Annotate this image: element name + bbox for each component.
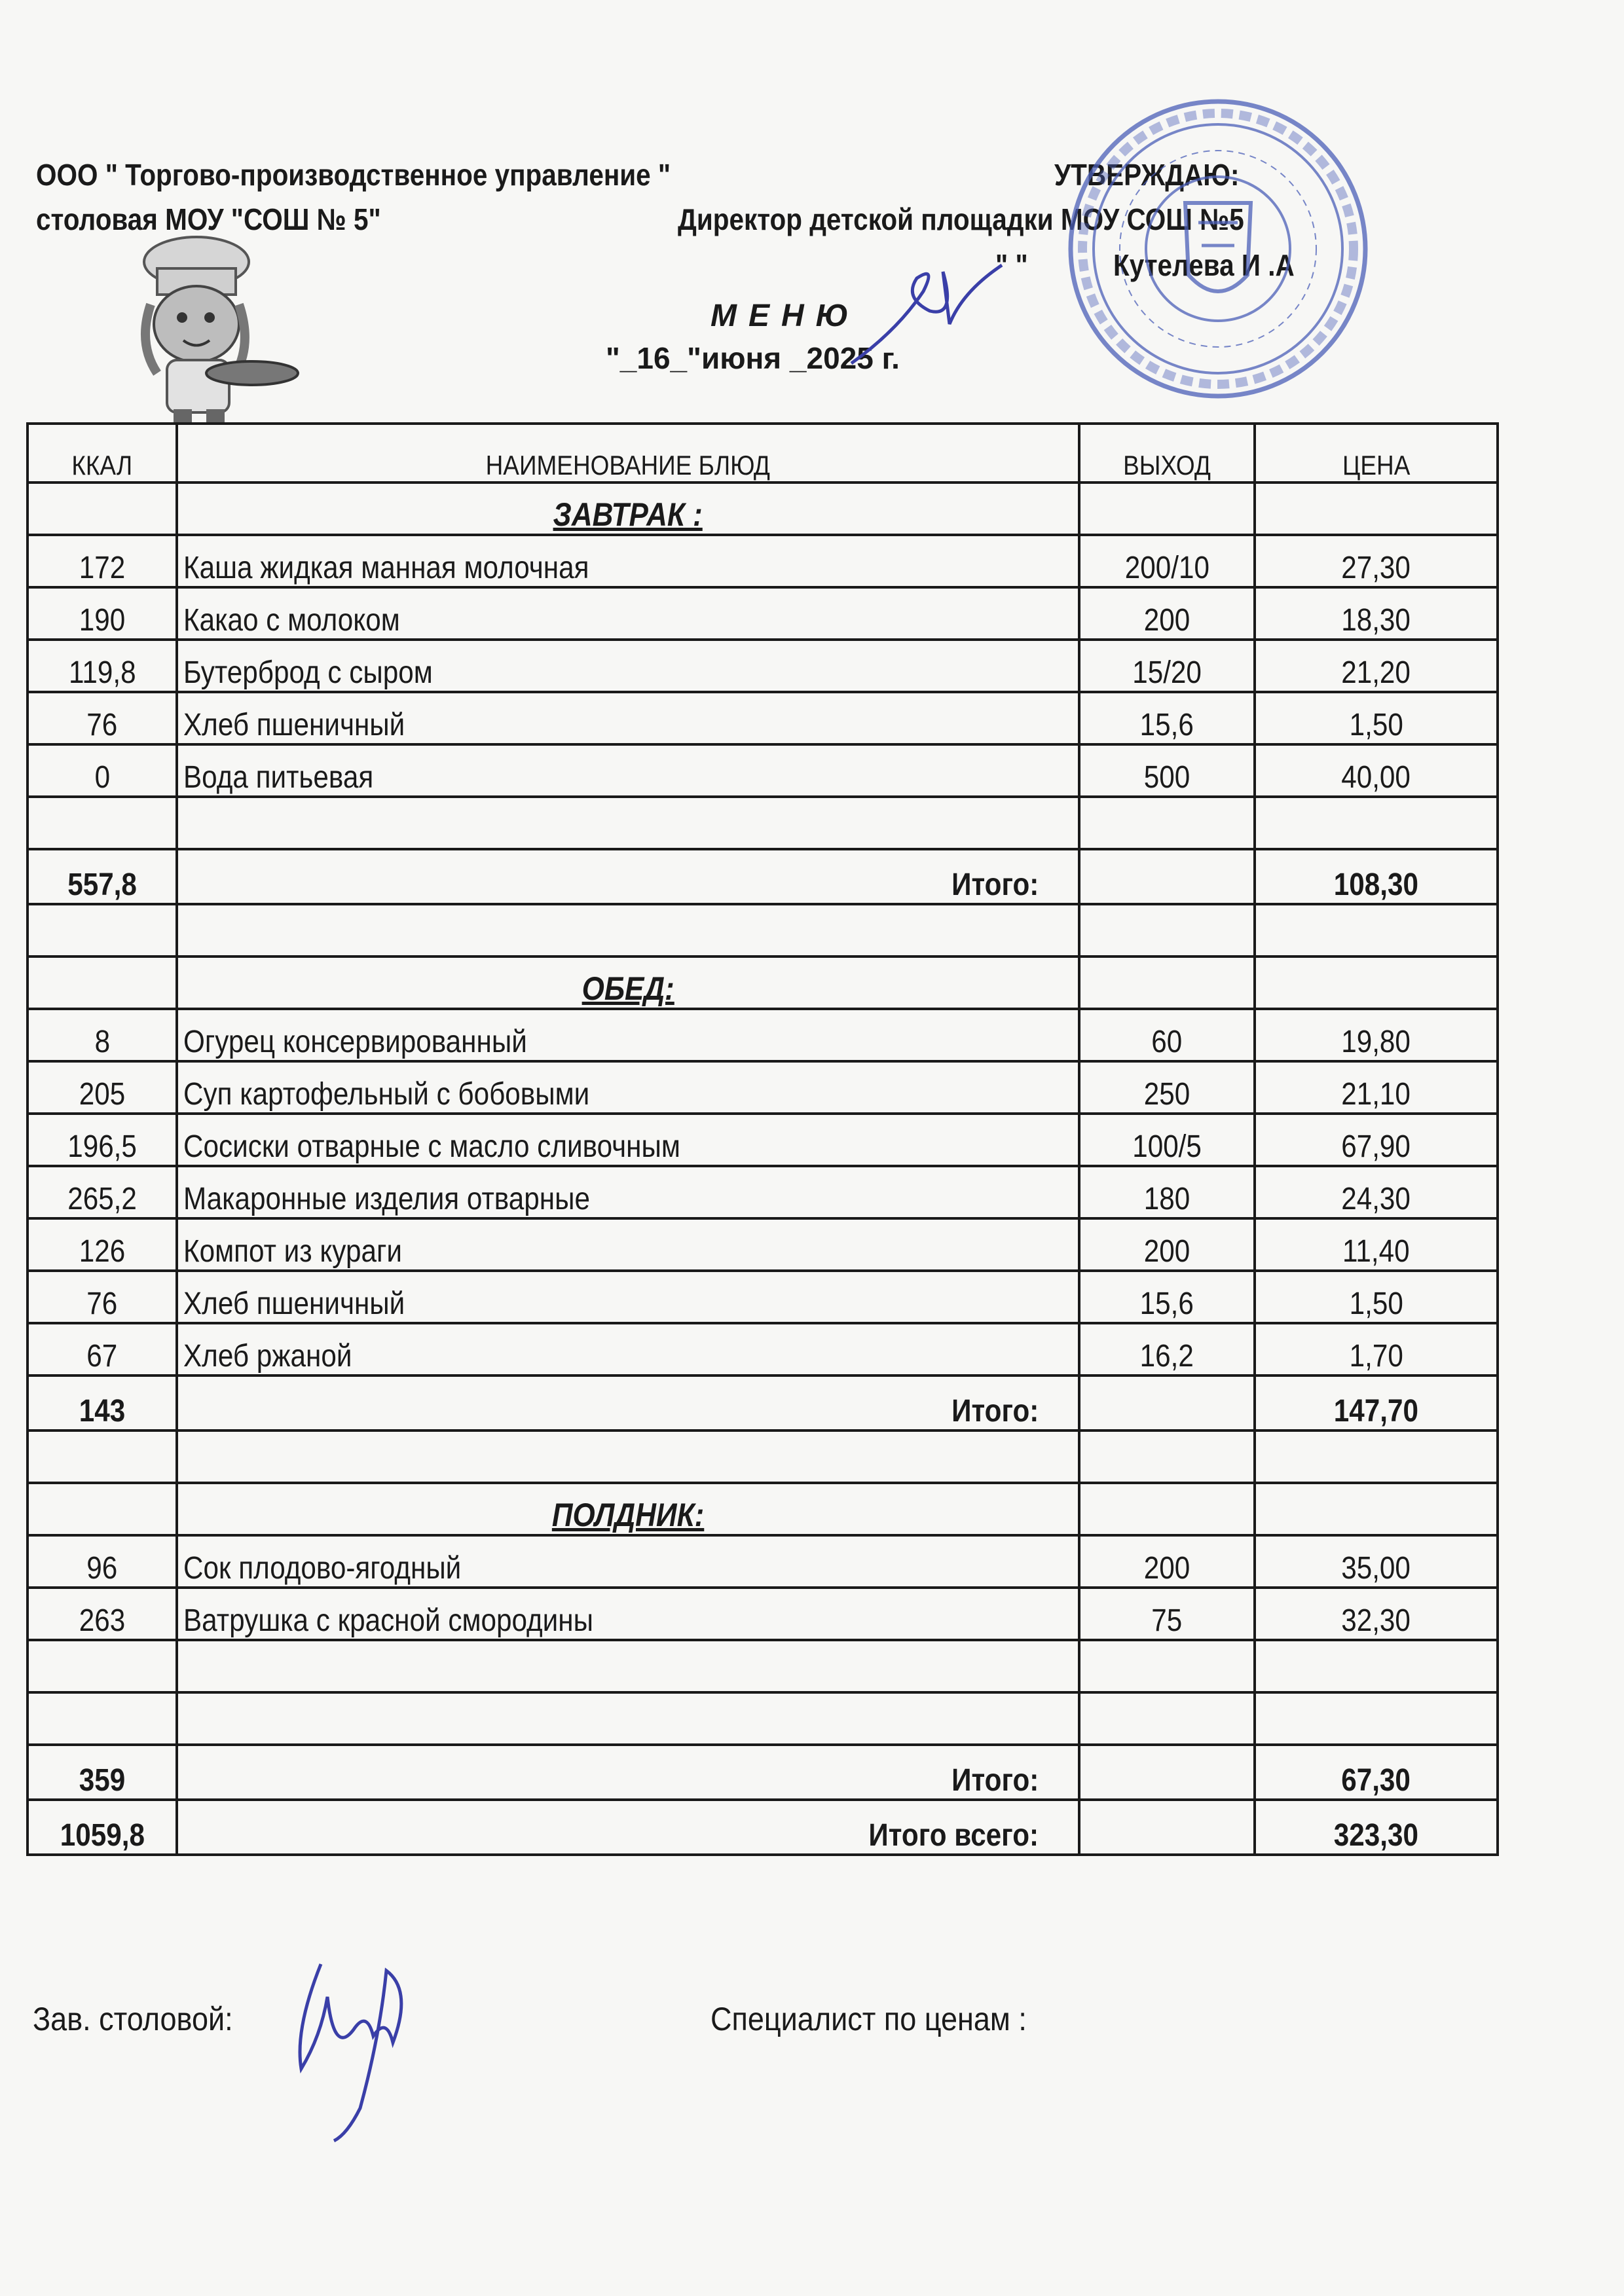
canteen-head-label: Зав. столовой: — [33, 2001, 233, 2037]
price-cell: 67,90 — [1255, 1114, 1498, 1166]
total-kcal-cell: 359 — [28, 1745, 177, 1800]
dish-row — [28, 1588, 1498, 1640]
dish-row — [28, 640, 1498, 692]
portion-cell: 500 — [1079, 744, 1255, 797]
section-title: ЗАВТРАК : — [177, 483, 1079, 535]
kcal-cell — [28, 1430, 177, 1483]
official-stamp — [1061, 92, 1375, 406]
kcal-cell — [28, 1692, 177, 1745]
portion-cell — [1079, 1376, 1255, 1430]
section-title: ОБЕД: — [177, 957, 1079, 1009]
price-cell — [1255, 1483, 1498, 1535]
portion-cell: 75 — [1079, 1588, 1255, 1640]
kcal-cell — [28, 1640, 177, 1692]
total-label-cell: Итого: — [177, 1745, 1079, 1800]
dish-row — [28, 1114, 1498, 1166]
column-header-portion: ВЫХОД — [1079, 424, 1255, 483]
total-label-cell: Итого: — [177, 849, 1079, 904]
portion-cell: 250 — [1079, 1061, 1255, 1114]
price-cell — [1255, 904, 1498, 957]
portion-cell — [1079, 957, 1255, 1009]
portion-cell — [1079, 1640, 1255, 1692]
portion-cell — [1079, 1800, 1255, 1855]
approver-position: Директор детской площадки МОУ СОШ №5 — [678, 202, 1244, 236]
kcal-cell: 126 — [28, 1218, 177, 1271]
total-label-cell: Итого: — [177, 1376, 1079, 1430]
dish-row — [28, 535, 1498, 587]
portion-cell: 200 — [1079, 587, 1255, 640]
dish-row — [28, 1218, 1498, 1271]
portion-cell: 15/20 — [1079, 640, 1255, 692]
dish-name-cell — [177, 1430, 1079, 1483]
organization-name: ООО " Торгово-производственное управление " — [36, 158, 671, 192]
total-row — [28, 1376, 1498, 1430]
portion-cell — [1079, 1483, 1255, 1535]
menu-table — [26, 422, 1499, 1856]
price-cell: 19,80 — [1255, 1009, 1498, 1061]
column-header-kcal: ККАЛ — [28, 424, 177, 483]
empty-row — [28, 1692, 1498, 1745]
kcal-cell — [28, 483, 177, 535]
portion-cell — [1079, 1745, 1255, 1800]
price-cell — [1255, 1430, 1498, 1483]
price-cell — [1255, 1640, 1498, 1692]
price-cell: 35,00 — [1255, 1535, 1498, 1588]
empty-row — [28, 1640, 1498, 1692]
kcal-cell: 96 — [28, 1535, 177, 1588]
kcal-cell: 119,8 — [28, 640, 177, 692]
total-price-cell: 67,30 — [1255, 1745, 1498, 1800]
total-row — [28, 1800, 1498, 1855]
kcal-cell: 263 — [28, 1588, 177, 1640]
dish-name-cell — [177, 904, 1079, 957]
dish-row — [28, 1535, 1498, 1588]
portion-cell — [1079, 483, 1255, 535]
dish-row — [28, 1061, 1498, 1114]
price-cell — [1255, 797, 1498, 849]
dish-row — [28, 1323, 1498, 1376]
portion-cell — [1079, 797, 1255, 849]
price-cell: 21,10 — [1255, 1061, 1498, 1114]
portion-cell — [1079, 904, 1255, 957]
dish-name-cell — [177, 797, 1079, 849]
portion-cell: 60 — [1079, 1009, 1255, 1061]
dish-name-cell: Вода питьевая — [177, 744, 1079, 797]
chef-girl-logo — [111, 232, 301, 426]
dish-name-cell: Хлеб ржаной — [177, 1323, 1079, 1376]
approve-title: УТВЕРЖДАЮ: — [1054, 158, 1240, 192]
price-cell: 24,30 — [1255, 1166, 1498, 1218]
price-cell: 32,30 — [1255, 1588, 1498, 1640]
section-row — [28, 1483, 1498, 1535]
price-cell — [1255, 1692, 1498, 1745]
portion-cell — [1079, 1430, 1255, 1483]
total-price-cell: 147,70 — [1255, 1376, 1498, 1430]
portion-cell: 180 — [1079, 1166, 1255, 1218]
kcal-cell: 265,2 — [28, 1166, 177, 1218]
price-cell: 18,30 — [1255, 587, 1498, 640]
total-row — [28, 1745, 1498, 1800]
empty-row — [28, 797, 1498, 849]
menu-title: МЕНЮ — [710, 299, 860, 333]
kcal-cell — [28, 1483, 177, 1535]
dish-name-cell: Компот из кураги — [177, 1218, 1079, 1271]
price-cell: 11,40 — [1255, 1218, 1498, 1271]
price-cell: 21,20 — [1255, 640, 1498, 692]
kcal-cell: 196,5 — [28, 1114, 177, 1166]
table-header-row — [28, 424, 1498, 483]
portion-cell: 200 — [1079, 1218, 1255, 1271]
total-kcal-cell: 557,8 — [28, 849, 177, 904]
kcal-cell: 172 — [28, 535, 177, 587]
price-cell — [1255, 483, 1498, 535]
dish-name-cell — [177, 1640, 1079, 1692]
portion-cell: 200/10 — [1079, 535, 1255, 587]
total-price-cell: 108,30 — [1255, 849, 1498, 904]
portion-cell: 16,2 — [1079, 1323, 1255, 1376]
dish-row — [28, 1009, 1498, 1061]
price-cell: 1,70 — [1255, 1323, 1498, 1376]
menu-date: "_16_"июня _2025 г. — [606, 341, 900, 375]
total-kcal-cell: 143 — [28, 1376, 177, 1430]
dish-name-cell: Хлеб пшеничный — [177, 1271, 1079, 1323]
total-price-cell: 323,30 — [1255, 1800, 1498, 1855]
dish-name-cell: Огурец консервированный — [177, 1009, 1079, 1061]
dish-row — [28, 744, 1498, 797]
section-title: ПОЛДНИК: — [177, 1483, 1079, 1535]
kcal-cell: 76 — [28, 692, 177, 744]
price-cell: 27,30 — [1255, 535, 1498, 587]
section-row — [28, 957, 1498, 1009]
approver-name: Кутелева И .А — [1113, 248, 1295, 282]
dish-name-cell: Бутерброд с сыром — [177, 640, 1079, 692]
empty-row — [28, 1430, 1498, 1483]
dish-name-cell: Суп картофельный с бобовыми — [177, 1061, 1079, 1114]
price-specialist-label: Специалист по ценам : — [710, 2001, 1027, 2037]
dish-name-cell: Макаронные изделия отварные — [177, 1166, 1079, 1218]
kcal-cell: 190 — [28, 587, 177, 640]
dish-name-cell: Хлеб пшеничный — [177, 692, 1079, 744]
kcal-cell: 205 — [28, 1061, 177, 1114]
approve-date-blank: " " — [995, 248, 1028, 282]
portion-cell — [1079, 1692, 1255, 1745]
total-row — [28, 849, 1498, 904]
portion-cell — [1079, 849, 1255, 904]
kcal-cell: 76 — [28, 1271, 177, 1323]
dish-row — [28, 1166, 1498, 1218]
price-cell: 1,50 — [1255, 1271, 1498, 1323]
dish-name-cell — [177, 1692, 1079, 1745]
price-cell — [1255, 957, 1498, 1009]
dish-name-cell: Каша жидкая манная молочная — [177, 535, 1079, 587]
kcal-cell — [28, 957, 177, 1009]
price-cell: 1,50 — [1255, 692, 1498, 744]
total-kcal-cell: 1059,8 — [28, 1800, 177, 1855]
dish-row — [28, 587, 1498, 640]
empty-row — [28, 904, 1498, 957]
canteen-name: столовая МОУ "СОШ № 5" — [36, 202, 381, 236]
price-cell: 40,00 — [1255, 744, 1498, 797]
kcal-cell — [28, 904, 177, 957]
portion-cell: 15,6 — [1079, 692, 1255, 744]
dish-row — [28, 1271, 1498, 1323]
kcal-cell: 67 — [28, 1323, 177, 1376]
portion-cell: 15,6 — [1079, 1271, 1255, 1323]
dish-name-cell: Ватрушка с красной смородины — [177, 1588, 1079, 1640]
section-row — [28, 483, 1498, 535]
column-header-dish-name: НАИМЕНОВАНИЕ БЛЮД — [177, 424, 1079, 483]
director-signature — [845, 252, 1008, 370]
dish-name-cell: Сосиски отварные с масло сливочным — [177, 1114, 1079, 1166]
kcal-cell: 0 — [28, 744, 177, 797]
dish-name-cell: Какао с молоком — [177, 587, 1079, 640]
kcal-cell: 8 — [28, 1009, 177, 1061]
portion-cell: 200 — [1079, 1535, 1255, 1588]
dish-row — [28, 692, 1498, 744]
total-label-cell: Итого всего: — [177, 1800, 1079, 1855]
column-header-price: ЦЕНА — [1255, 424, 1498, 483]
kcal-cell — [28, 797, 177, 849]
canteen-head-signature — [282, 1938, 432, 2147]
portion-cell: 100/5 — [1079, 1114, 1255, 1166]
dish-name-cell: Сок плодово-ягодный — [177, 1535, 1079, 1588]
